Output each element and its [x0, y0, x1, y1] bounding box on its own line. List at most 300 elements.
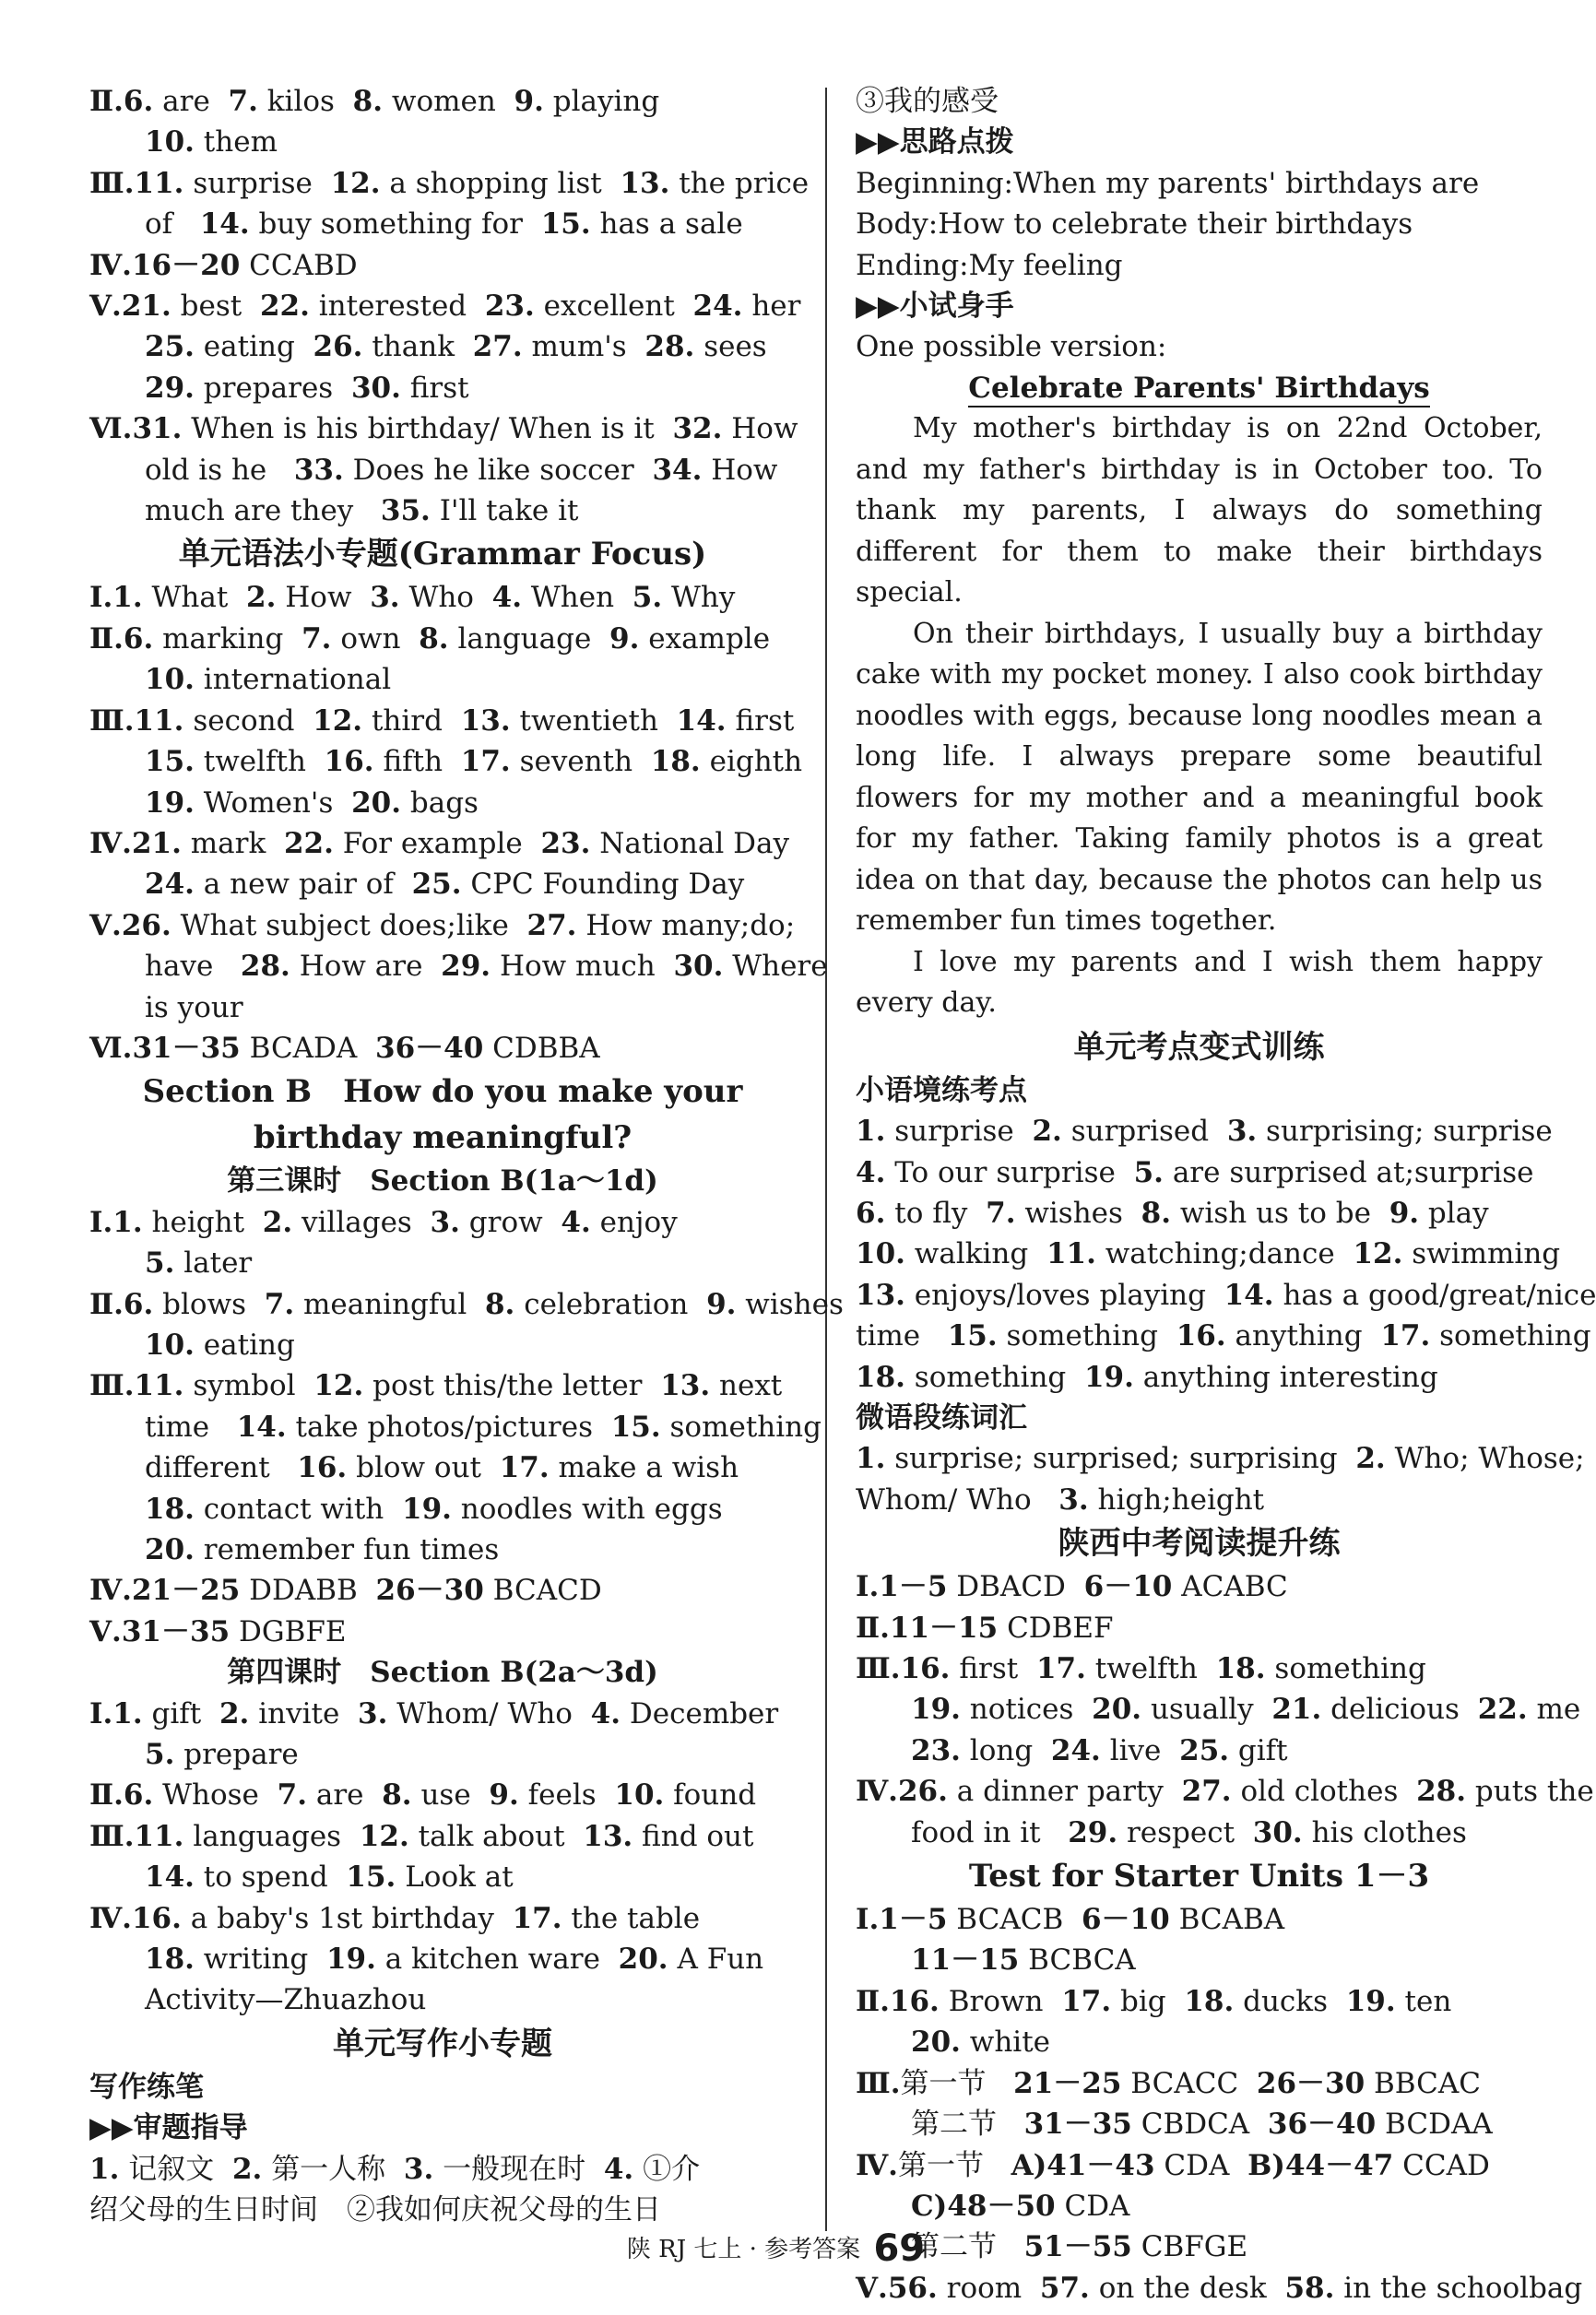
part-label: Ⅴ.	[89, 1614, 122, 1648]
item-answer: surprise	[193, 166, 313, 200]
item-number: 31－35	[1023, 2108, 1132, 2142]
answer-line	[856, 1152, 1543, 1193]
item-number: 16－20	[131, 248, 241, 282]
part-label: Ⅰ.	[856, 1570, 880, 1604]
item-number: 32.	[672, 412, 723, 446]
item-answer: mark	[190, 826, 266, 860]
answer-line	[856, 1438, 1585, 1479]
item-number: 12.	[313, 1369, 364, 1403]
answer-line	[856, 1316, 1591, 1356]
item-number: 9.	[609, 621, 640, 656]
item-number: 26－30	[375, 1574, 484, 1608]
item-number: 23.	[540, 826, 591, 860]
item-number: 24.	[1050, 1733, 1101, 1767]
item-number: 28.	[1416, 1775, 1467, 1809]
part-label: Ⅲ.	[89, 1369, 135, 1403]
answer-line	[89, 368, 796, 408]
part-label: Ⅰ.	[89, 1696, 113, 1730]
item-answer: something	[1439, 1319, 1591, 1353]
answer-line	[89, 946, 828, 986]
guide-marker: ▶▶小试身手	[856, 289, 1014, 324]
answer-line	[856, 1771, 1594, 1812]
item-number: 26－30	[1256, 2066, 1365, 2100]
item-answer: wish us to be	[1179, 1196, 1371, 1230]
answer-line	[89, 659, 796, 700]
part-label: Ⅳ.	[89, 1574, 132, 1608]
part-label: Ⅴ.	[89, 908, 122, 942]
answer-line	[89, 1202, 796, 1243]
item-number: 1.	[89, 2152, 120, 2186]
item-answer: buy something for	[258, 207, 523, 242]
item-number: 7.	[228, 85, 258, 118]
answer-text: is your	[145, 990, 243, 1024]
item-answer: eighth	[709, 745, 803, 779]
item-answer: writing	[203, 1943, 309, 1977]
item-answer: surprised	[1070, 1115, 1210, 1149]
item-number: 18.	[145, 1492, 195, 1526]
item-answer: are	[315, 1778, 364, 1813]
item-answer: enjoys/loves playing	[914, 1278, 1206, 1312]
item-answer: twentieth	[519, 703, 658, 738]
answer-text: different	[145, 1451, 270, 1485]
item-answer: For example	[342, 826, 523, 860]
answer-text: One possible version:	[856, 330, 1167, 364]
item-number: 18.	[145, 1943, 195, 1977]
item-answer: seventh	[519, 745, 633, 779]
writing-guidance	[856, 81, 1543, 368]
column-divider	[825, 88, 827, 2231]
item-number: 27.	[1181, 1775, 1232, 1809]
item-number: 14.	[236, 1410, 287, 1444]
item-answer: How much	[499, 950, 656, 984]
answer-line	[89, 1407, 822, 1447]
item-number: 1－5	[879, 1903, 948, 1937]
item-answer: his clothes	[1311, 1815, 1467, 1849]
item-answer: use	[420, 1778, 471, 1813]
item-number: 12.	[1353, 1237, 1403, 1271]
item-number: 11.	[1046, 1237, 1096, 1271]
answer-line	[89, 1979, 796, 2020]
answer-text: Body:How to celebrate their birthdays	[856, 207, 1413, 242]
item-number: 6.	[123, 621, 154, 656]
item-answer: the table	[571, 1901, 701, 1935]
item-number: 15.	[346, 1860, 396, 1895]
item-number: 9.	[1389, 1196, 1420, 1230]
item-answer: language	[457, 621, 592, 656]
item-number: 28.	[240, 950, 290, 984]
item-answer: BCDAA	[1385, 2108, 1493, 2142]
item-answer: Brown	[948, 1984, 1044, 2018]
item-number: 13.	[460, 703, 511, 738]
page-footer	[0, 2227, 1552, 2270]
item-answer: respect	[1126, 1815, 1235, 1849]
item-number: 21.	[131, 826, 182, 860]
answer-line	[89, 783, 796, 823]
item-answer: blows	[162, 1287, 247, 1321]
item-answer: the price	[679, 166, 810, 200]
item-number: 16.	[1176, 1319, 1226, 1353]
answer-line	[89, 864, 796, 904]
answer-text: Activity—Zhuazhou	[145, 1983, 427, 2017]
item-number: 36－40	[1267, 2108, 1377, 2142]
item-number: 11.	[134, 166, 184, 200]
item-number: 18.	[856, 1360, 905, 1394]
item-answer: gift	[151, 1696, 202, 1730]
item-answer: own	[340, 621, 401, 656]
item-number: 26.	[313, 330, 363, 364]
item-number: 3.	[358, 1696, 388, 1730]
item-number: 9.	[489, 1778, 519, 1813]
item-answer: What	[151, 581, 229, 615]
answer-line	[89, 490, 796, 531]
answer-text: 第一节	[900, 2066, 987, 2100]
item-answer: 第一人称	[271, 2152, 386, 2186]
item-number: 16.	[324, 745, 374, 779]
answer-line	[856, 1689, 1581, 1730]
item-number: 5.	[145, 1246, 175, 1281]
item-number: 3.	[403, 2152, 434, 2186]
item-answer: meaningful	[302, 1287, 467, 1321]
page-number: 69	[873, 2227, 926, 2270]
answer-text: 第一节	[897, 2148, 984, 2182]
item-answer: something	[1006, 1319, 1158, 1353]
item-number: 16.	[889, 1984, 940, 2018]
item-number: B)44－47	[1247, 2148, 1394, 2182]
item-number: 16.	[297, 1451, 348, 1485]
answer-line	[856, 1357, 1543, 1398]
item-number: 51－55	[1023, 2230, 1132, 2264]
item-answer: a kitchen ware	[384, 1943, 600, 1977]
item-answer: Whose	[162, 1778, 259, 1813]
item-answer: DDABB	[249, 1574, 358, 1608]
item-number: 9.	[514, 85, 544, 118]
answer-line	[89, 823, 796, 864]
answer-line	[856, 1566, 1543, 1607]
item-answer: CDBBA	[492, 1031, 600, 1065]
answer-line	[856, 245, 1543, 286]
item-answer: swimming	[1412, 1237, 1561, 1271]
item-number: 11－15	[889, 1611, 999, 1645]
item-number: 10.	[856, 1237, 905, 1271]
item-number: 27.	[472, 330, 523, 364]
item-answer: BBCAC	[1374, 2066, 1481, 2100]
answer-line	[856, 2063, 1543, 2104]
item-number: 6－10	[1081, 1903, 1170, 1937]
item-number: 1－5	[879, 1570, 948, 1604]
item-answer: thank	[372, 330, 455, 364]
item-number: 22.	[283, 826, 334, 860]
answer-line	[89, 245, 796, 286]
item-number: 15.	[947, 1319, 998, 1353]
item-number: 33.	[293, 453, 344, 487]
answer-line	[856, 1940, 1543, 1980]
item-number: 11－15	[911, 1943, 1020, 1978]
answer-line	[89, 1898, 796, 1939]
item-answer: ACABC	[1181, 1570, 1288, 1604]
item-answer: villages	[301, 1205, 412, 1239]
item-answer: CDBEF	[1007, 1611, 1114, 1645]
item-number: 12.	[359, 1819, 409, 1853]
item-number: 3.	[1226, 1115, 1258, 1149]
right-column	[856, 81, 1596, 2309]
answer-line	[856, 1193, 1543, 1234]
item-answer: CDA	[1064, 2189, 1130, 2223]
item-number: 19.	[402, 1492, 452, 1526]
item-number: 24.	[145, 868, 195, 902]
item-answer: How	[711, 453, 778, 487]
item-answer: BCABA	[1178, 1903, 1285, 1937]
answer-line	[856, 1899, 1543, 1940]
item-answer: excellent	[543, 289, 675, 324]
item-answer: When	[530, 581, 615, 615]
item-answer: DGBFE	[239, 1614, 347, 1648]
item-answer: notices	[969, 1693, 1074, 1727]
answer-line	[856, 2145, 1543, 2186]
item-number: 10.	[145, 1328, 195, 1362]
item-answer: has a good/great/nice	[1283, 1278, 1596, 1312]
item-answer: first	[959, 1652, 1019, 1686]
answer-line	[89, 1816, 796, 1857]
item-number: 14.	[676, 703, 727, 738]
answer-line	[89, 1775, 796, 1815]
item-answer: languages	[193, 1819, 342, 1853]
item-answer: prepare	[183, 1738, 299, 1772]
answer-line	[89, 122, 796, 162]
item-answer: women	[391, 85, 496, 118]
answer-line	[856, 1480, 1543, 1520]
item-number: 21－25	[1013, 2066, 1122, 2100]
item-number: 21.	[121, 289, 171, 324]
item-number: 30.	[350, 371, 401, 405]
answer-text: time	[856, 1319, 921, 1353]
item-answer: celebration	[524, 1287, 689, 1321]
item-answer: watching;dance	[1105, 1237, 1335, 1271]
item-number: 19.	[911, 1693, 961, 1727]
part-label: Ⅴ.	[856, 2271, 888, 2305]
sub-heading: 小语境练考点	[856, 1073, 1027, 1107]
answer-line	[89, 905, 796, 946]
answer-line	[89, 2149, 796, 2190]
item-answer: prepares	[203, 371, 334, 405]
item-number: 6.	[123, 1778, 154, 1813]
item-number: 15.	[540, 207, 591, 242]
item-answer: height	[151, 1205, 245, 1239]
essay-title: Celebrate Parents' Birthdays	[856, 368, 1543, 408]
answer-line	[856, 81, 1543, 122]
answer-line	[89, 1694, 796, 1734]
item-answer: Who; Whose;	[1394, 1442, 1585, 1476]
part-label: Ⅳ.	[89, 1901, 132, 1935]
item-number: 34.	[652, 453, 703, 487]
sub-heading: 写作练笔	[89, 2070, 204, 2104]
item-answer: surprise	[894, 1115, 1014, 1149]
item-answer: are	[162, 85, 210, 118]
item-answer: long	[969, 1733, 1034, 1767]
item-number: 21－25	[131, 1574, 241, 1608]
item-number: 25.	[411, 868, 462, 902]
answer-line	[89, 1857, 796, 1897]
item-number: 14.	[145, 1860, 195, 1895]
item-number: 8.	[382, 1778, 412, 1813]
answer-text: have	[145, 950, 214, 984]
item-number: 56.	[887, 2271, 938, 2305]
item-answer: bags	[409, 785, 479, 820]
answer-line	[89, 1570, 796, 1611]
item-answer: sees	[703, 330, 767, 364]
item-answer: CBFGE	[1141, 2230, 1248, 2264]
item-answer: to fly	[894, 1196, 968, 1230]
item-answer: Who	[408, 581, 474, 615]
item-answer: anything interesting	[1142, 1360, 1438, 1394]
item-number: 2.	[262, 1205, 293, 1239]
item-answer: eating	[203, 330, 295, 364]
item-answer: usually	[1150, 1693, 1254, 1727]
part-label: Ⅲ.	[856, 2066, 901, 2100]
item-answer: twelfth	[1094, 1652, 1198, 1686]
item-number: 8.	[352, 85, 384, 118]
item-answer: walking	[914, 1237, 1029, 1271]
item-answer: find out	[642, 1819, 754, 1853]
item-number: 29.	[145, 371, 195, 405]
item-answer: National Day	[599, 826, 789, 860]
part-label: Ⅵ.	[89, 1031, 133, 1065]
item-answer: fifth	[383, 745, 443, 779]
item-answer: BCACD	[492, 1574, 602, 1608]
essay-paragraph: I love my parents and I wish them happy every day.	[856, 945, 1543, 1020]
item-number: 7.	[264, 1287, 295, 1321]
item-number: 58.	[1284, 2271, 1335, 2305]
item-number: 22.	[1477, 1693, 1528, 1727]
part-label: Ⅰ.	[856, 1903, 880, 1937]
item-answer: BCBCA	[1028, 1943, 1136, 1978]
item-answer: How are	[299, 950, 423, 984]
section-heading: birthday meaningful?	[253, 1119, 632, 1157]
item-number: 1.	[112, 1696, 143, 1730]
section-heading: 单元写作小专题	[333, 2025, 552, 2062]
answer-sections	[856, 1024, 1596, 2309]
item-answer: BCACC	[1130, 2066, 1239, 2100]
item-answer: surprising; surprise	[1266, 1115, 1553, 1149]
item-answer: something	[669, 1410, 822, 1444]
item-number: 17.	[1035, 1652, 1086, 1686]
item-number: 2.	[1032, 1115, 1062, 1149]
item-number: 19.	[1083, 1360, 1134, 1394]
item-answer: something	[914, 1360, 1067, 1394]
essay-body	[856, 408, 1543, 1024]
item-number: 35.	[380, 494, 431, 528]
item-answer: in the schoolbag	[1343, 2271, 1583, 2305]
answer-line	[856, 2268, 1583, 2309]
answer-line	[856, 1275, 1596, 1316]
item-number: 20.	[351, 785, 402, 820]
answer-line	[89, 1939, 796, 1979]
item-number: 11.	[134, 1819, 184, 1853]
item-number: 2.	[1355, 1442, 1386, 1476]
item-number: 6.	[123, 1287, 154, 1321]
item-answer: post this/the letter	[372, 1369, 643, 1403]
item-answer: BCADA	[249, 1031, 358, 1065]
item-answer: noodles with eggs	[460, 1492, 723, 1526]
item-number: 3.	[1058, 1482, 1089, 1517]
item-answer: Why	[671, 581, 736, 615]
answer-line	[89, 286, 801, 326]
part-label: Ⅱ.	[89, 1287, 124, 1321]
item-number: 31－35	[132, 1031, 241, 1065]
item-number: 5.	[145, 1738, 175, 1772]
item-answer: white	[969, 2026, 1051, 2060]
item-number: 1.	[856, 1442, 886, 1476]
answer-line	[856, 1111, 1553, 1152]
item-number: C)48－50	[911, 2189, 1056, 2223]
item-answer: later	[183, 1246, 253, 1281]
item-number: 18.	[650, 745, 701, 779]
item-answer: Whom/ Who	[396, 1696, 573, 1730]
answer-line	[856, 2186, 1543, 2226]
answer-line	[89, 619, 796, 659]
item-answer: Women's	[203, 785, 334, 820]
item-number: 24.	[692, 289, 743, 324]
item-answer: on the desk	[1098, 2271, 1267, 2305]
answer-line	[89, 408, 796, 449]
item-number: 5.	[632, 581, 663, 615]
item-number: 14.	[1224, 1278, 1274, 1312]
answer-line	[856, 163, 1543, 204]
item-number: 2.	[246, 581, 277, 615]
item-number: 15.	[610, 1410, 661, 1444]
answer-line	[89, 450, 796, 490]
item-number: 16.	[131, 1901, 182, 1935]
answer-text: Whom/ Who	[856, 1482, 1032, 1517]
answer-line	[856, 1730, 1543, 1771]
answer-text: 第二节	[911, 2108, 997, 2142]
item-number: 18.	[1184, 1984, 1235, 2018]
item-number: 30.	[673, 950, 724, 984]
answer-line	[856, 1608, 1543, 1648]
item-answer: best	[180, 289, 242, 324]
answer-line	[856, 2104, 1543, 2144]
item-answer: next	[719, 1369, 783, 1403]
answer-line	[89, 1447, 796, 1488]
item-answer: first	[409, 371, 469, 405]
left-column	[89, 81, 844, 2231]
part-label: Ⅱ.	[856, 1611, 890, 1645]
answer-text: ③我的感受	[856, 85, 999, 118]
item-number: 7.	[277, 1778, 307, 1813]
answer-line	[89, 1489, 796, 1530]
item-answer: make a wish	[558, 1451, 739, 1485]
part-label: Ⅲ.	[89, 1819, 135, 1853]
item-answer: big	[1120, 1984, 1166, 2018]
item-number: 19.	[325, 1943, 376, 1977]
item-answer: to spend	[203, 1860, 328, 1895]
footer-label: 陕 RJ 七上 · 参考答案	[626, 2236, 861, 2263]
item-answer: wishes	[1024, 1196, 1123, 1230]
item-answer: something	[1274, 1652, 1426, 1686]
part-label: Ⅰ.	[89, 1205, 113, 1239]
item-number: 7.	[301, 621, 332, 656]
item-number: 21.	[1271, 1693, 1322, 1727]
item-answer: blow out	[356, 1451, 481, 1485]
item-answer: CBDCA	[1141, 2108, 1250, 2142]
item-number: 20.	[1092, 1693, 1142, 1727]
section-heading: 单元考点变式训练	[1073, 1028, 1325, 1066]
item-number: 16.	[900, 1652, 951, 1686]
item-answer: CDA	[1164, 2148, 1230, 2182]
item-number: 27.	[526, 908, 577, 942]
part-label: Ⅱ.	[89, 1778, 124, 1813]
section-heading: Section B How do you make your	[142, 1073, 743, 1111]
item-answer: gift	[1237, 1733, 1288, 1767]
